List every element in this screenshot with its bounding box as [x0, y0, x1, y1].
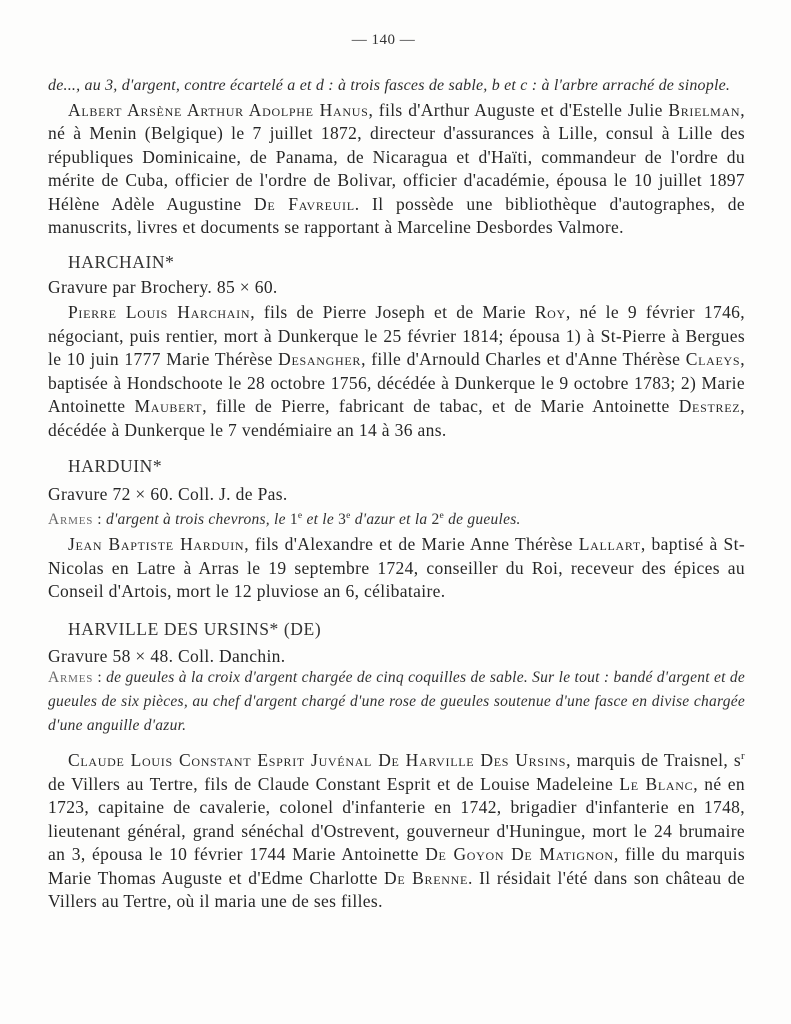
ordinal-number: 3: [338, 510, 347, 528]
surname: De Favreuil: [254, 193, 355, 214]
ordinal-suffix: e: [297, 509, 303, 521]
entry-heading-harduin: HARDUIN*: [68, 456, 163, 476]
coat-of-arms-harville: [48, 666, 745, 738]
entry-heading-harchain: HARCHAIN*: [68, 252, 175, 272]
blazon-text: d'azur et la: [350, 510, 432, 528]
blazon-continuation: de..., au 3, d'argent, contre écartelé a et d : à trois fasces de sable, b et c : à l'arbre arraché de sinople.: [48, 77, 731, 94]
text-run: , marquis de Traisnel, s: [566, 750, 742, 770]
coat-of-arms-harduin: [48, 508, 745, 531]
person-name: Jean Baptiste Harduin: [68, 534, 245, 554]
text-run: . Il possède une bibliothèque d'autographes, de manuscrits, livres et documents se rapportant à Marceline Desbordes Valmore.: [48, 193, 745, 237]
text-run: , fille du marquis Marie Thomas Auguste et d'Edme Charlotte: [48, 844, 746, 888]
engraving-note: Gravure 72 × 60. Coll. J. de Pas.: [48, 484, 288, 504]
ordinal-suffix: e: [439, 509, 445, 521]
ordinal-number: 1: [289, 510, 298, 528]
biography-hanus: [48, 99, 745, 240]
armes-label: Armes: [48, 669, 94, 686]
person-name: Albert Arsène Arthur Adolphe Hanus: [68, 99, 369, 120]
biography-harchain: [48, 301, 745, 442]
text-run: de Villers au Tertre, fils de Claude Constant Esprit et de Louise Madeleine: [48, 773, 620, 794]
page-number: — 140 —: [351, 32, 416, 48]
engraving-note: Gravure 58 × 48. Coll. Danchin.: [48, 646, 286, 666]
text-run: , né le 9 février 1746, négociant, puis rentier, mort à Dunkerque le 25 février 1814; épousa 1) à St-Pierre à Bergues le 10 juin 1777 Marie Thérèse: [48, 302, 745, 369]
surname: De Goyon De Matignon: [425, 844, 614, 864]
surname: Desangher: [278, 349, 362, 369]
text-run: , décédée à Dunkerque le 7 vendémiaire an 14 à 36 ans.: [48, 396, 745, 440]
abbreviation-suffix: r: [741, 750, 745, 763]
text-run: , né à Menin (Belgique) le 7 juillet 1872, directeur d'assurances à Lille, consul à Lille des républiques Dominicaine, de Panama, de Nicaragua et d'Haïti, commandeur de l'ordre du mérite de Cuba, officier de l'ordre de Bolivar, officier d'académie, épousa le 10 juillet 1897 Hélène Adèle Augustine: [48, 99, 745, 214]
surname: Claeys: [685, 349, 741, 369]
biography-harville: [48, 749, 745, 914]
biography-harduin: [48, 533, 745, 604]
text-run: , baptisée à Hondschoote le 28 octobre 1756, décédée à Dunkerque le 9 octobre 1783; 2) Marie Antoinette: [48, 349, 745, 416]
ordinal-suffix: e: [346, 509, 351, 521]
surname: Roy: [534, 302, 566, 322]
armes-label: Armes: [48, 510, 94, 528]
surname: Maubert: [134, 396, 203, 416]
entry-heading-harville: HARVILLE DES URSINS* (DE): [68, 619, 322, 639]
surname: Lallart: [578, 534, 641, 554]
text-run: , fille d'Arnould Charles et d'Anne Thérèse: [361, 349, 686, 369]
surname: Brielman: [668, 99, 741, 120]
text-run: , fils d'Alexandre et de Marie Anne Thérèse: [244, 534, 579, 554]
text-run: , fils de Pierre Joseph et de Marie: [250, 302, 535, 322]
blazon-text: et le: [302, 510, 339, 528]
engraving-note: Gravure par Brochery. 85 × 60.: [48, 277, 278, 297]
blazon-text: de gueules.: [444, 510, 521, 528]
surname: Le Blanc: [619, 773, 694, 794]
surname: Destrez: [678, 396, 741, 416]
text-run: , baptisé à St-Nicolas en Latre à Arras le 19 septembre 1724, conseiller du Roi, receveur des épices au Conseil d'Artois, mort le 12 pluviose an 6, célibataire.: [48, 534, 745, 601]
text-run: :: [93, 669, 107, 686]
text-run: . Il résidait l'été dans son château de Villers au Tertre, où il maria une de ses filles.: [48, 867, 745, 911]
text-run: , né en 1723, capitaine de cavalerie, colonel d'infanterie en 1742, brigadier d'infanterie en 1748, lieutenant général, grand sénéchal d'Ostrevent, gouverneur d'Huningue, mort le 24 brumaire an 3, épousa le 10 février 1744 Marie Antoinette: [48, 773, 745, 864]
text-run: , fille de Pierre, fabricant de tabac, et de Marie Antoinette: [202, 396, 679, 416]
person-name: Claude Louis Constant Esprit Juvénal De Harville Des Ursins: [68, 750, 567, 770]
text-run: :: [93, 510, 106, 528]
person-name: Pierre Louis Harchain: [68, 302, 251, 322]
surname: De Brenne: [384, 867, 468, 888]
text-column: [48, 0, 745, 914]
blazon-text: d'argent à trois chevrons, le: [105, 510, 290, 528]
ordinal-number: 2: [431, 510, 440, 528]
blazon-text: de gueules à la croix d'argent chargée de cinq coquilles de sable. Sur le tout : bandé d'argent et de gueules de six pièces, au chef d'argent chargé d'une rose de gueules soutenue d'une fasce en divise chargée d'une anguille d'azur.: [48, 669, 745, 734]
text-run: , fils d'Arthur Auguste et d'Estelle Julie: [368, 99, 669, 120]
